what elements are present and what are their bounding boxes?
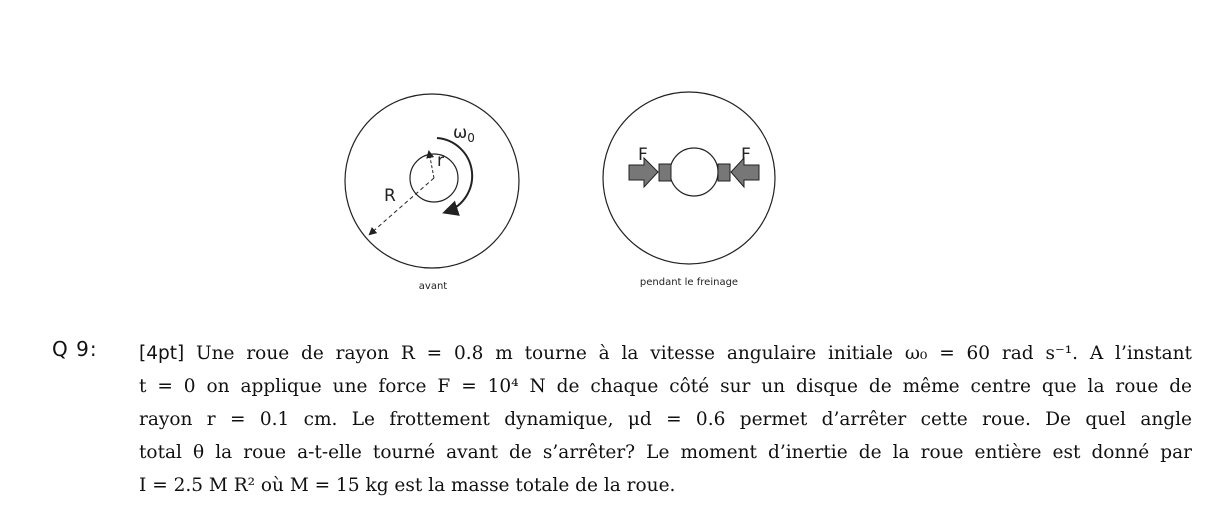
omega-label: $\omega_0$ (453, 123, 475, 145)
caption-before: avant (418, 281, 448, 292)
force-right-label: F (741, 145, 751, 165)
question-line-5: I = 2.5 M R² où M = 15 kg est la masse totale de la roue. (139, 475, 676, 496)
caption-braking: pendant le freinage (639, 277, 739, 288)
outer-radius-label: R (384, 186, 396, 206)
question-number: Q 9: (52, 337, 98, 361)
inner-disk-circle-braking (670, 148, 718, 196)
outer-radius-line (370, 178, 434, 234)
right-brake-pad (718, 164, 730, 181)
question-text (139, 337, 1192, 502)
question-line-3: rayon r = 0.1 cm. Le frottement dynamique, μd = 0.6 permet d’arrêter cette roue. De quel angle (139, 409, 1192, 430)
question-block (52, 337, 1192, 502)
points-badge: [4pt] (139, 343, 185, 364)
outer-wheel-circle (345, 94, 519, 268)
question-line-2: t = 0 on applique une force F = 10⁴ N de chaque côté sur un disque de même centre que la roue de (139, 376, 1192, 397)
wheel-braking-diagram (603, 92, 775, 288)
wheel-before-diagram (345, 94, 519, 292)
question-line-4: total θ la roue a-t-elle tourné avant de s’arrêter? Le moment d’inertie de la roue entière est donné par (139, 442, 1192, 463)
left-brake-pad (659, 164, 671, 181)
force-left-label: F (638, 145, 648, 165)
inner-radius-label: r (437, 151, 444, 171)
inner-radius-line (429, 152, 434, 178)
question-line-1: [4pt] Une roue de rayon R = 0.8 m tourne à la vitesse angulaire initiale ω₀ = 60 rad s⁻¹. A l’instant (139, 343, 1192, 364)
